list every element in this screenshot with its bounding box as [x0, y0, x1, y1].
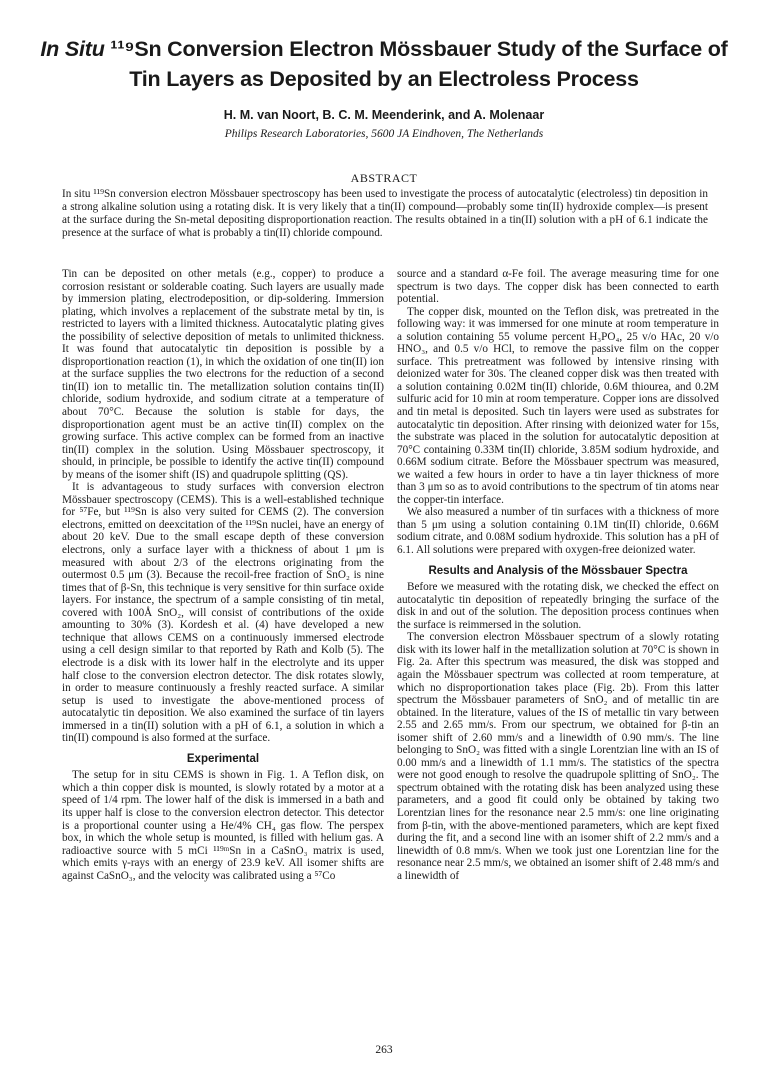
abstract-heading: ABSTRACT — [350, 171, 418, 185]
abstract-text: In situ ¹¹⁹Sn conversion electron Mössbauer spectroscopy has been used to investigate the process of autocatalytic (electroless) tin deposition in a strong alkaline solution using a rotating disk. It is very likely that a tin(II) compound—probably some tin(II) hydroxide complex—is present at the surface during the Sn-metal depositing disproportionation reaction. The results obtained in a tin(II) solution with a pH of 6.1 indicate the presence at the surface of what is probably a tin(II) chloride compound. — [62, 188, 708, 239]
body-paragraph: We also measured a number of tin surfaces with a thickness of more than 5 μm using a solution containing 0.1M tin(II) chloride, 0.66M sodium citrate, and 0.08M sodium hydroxide. This solution has a pH of 6.1. All solutions were prepared with oxygen-free deionized water. — [397, 506, 719, 557]
section-heading-experimental: Experimental — [186, 752, 260, 765]
page-number: 263 — [375, 1044, 393, 1056]
body-paragraph: The conversion electron Mössbauer spectrum of a slowly rotating disk with its lower half in the metallization solution at 70°C is shown in Fig. 2a. After this spectrum was measured, the disk was stopped and again the Mössbauer spectrum was collected at room temperature, at which no disproportionation takes place (Fig. 2b). From this latter spectrum the Mössbauer parameters of SnO₂ and of metallic tin are obtained. In the literature, values of the IS of metallic tin vary between 2.55 and 2.65 mm/s. From our spectrum, we obtained for β-tin an isomer shift of 2.60 mm/s and a linewidth of 0.90 mm/s. The line belonging to SnO₂ was fitted with a single Lorentzian line with an IS of 0.00 mm/s and a linewidth of 1.1 mm/s. The statistics of the spectra were not good enough to resolve the quadrupole splitting of SnO₂. The spectrum obtained with the rotating disk has been analyzed using these parameters, and a good fit could only be obtained by taking two Lorentzian lines for the resonance near 2.5 mm/s: one line originating from β-tin, with the above-mentioned parameters, which are kept fixed during the fit, and a second line with an isomer shift of 2.2 mm/s and a linewidth of 0.8 mm/s. When we took just one Lorentzian line for the resonance near 2.5 mm/s, we obtained an isomer shift of 2.48 mm/s and a linewidth of — [397, 631, 719, 882]
body-paragraph: Before we measured with the rotating disk, we checked the effect on autocatalytic tin deposition of repeatedly bringing the surface of the disk in and out of the solution. The deposition process continues when the surface is reimmersed in the solution. — [397, 581, 719, 631]
body-paragraph: source and a standard α-Fe foil. The average measuring time for one spectrum is two days. The copper disk has been connected to earth potential. — [397, 268, 719, 306]
body-paragraph: It is advantageous to study surfaces with conversion electron Mössbauer spectroscopy (CEMS). This is a well-established technique for ⁵⁷Fe, but ¹¹⁹Sn is also very suited for CEMS (2). The conversion electrons, emitted on deexcitation of the ¹¹⁹Sn nuclei, have an energy of about 20 keV. Due to the small escape depth of these conversion electrons, only a surface layer with a thickness of about 1 μm is measured with about 2/3 of the electrons originating from the outermost 0.5 μm (3). Because the recoil-free fraction of SnO₂ is nine times that of β-Sn, this technique is very sensitive for thin surface oxide layers. For instance, the spectrum of a sample consisting of tin metal, covered with 100Å SnO₂, will consist of contributions of the oxide amounting to 30% (3). Kordesh et al. (4) have developed a new technique that allows CEMS on a continuously immersed electrode using a cell design similar to that reported by Rath and Kolb (5). The electrode is a disk with its lower half in the electrolyte and its upper half close to the conversion electron detector. The disk rotates slowly, in order to measure continuously a freshly reacted surface. A similar setup is used to investigate the above-mentioned process of autocatalytic tin deposition. We also examined the surface of tin layers immersed in a tin(II) solution with a pH of 6.1, a solution in which a tin(II) compound is also formed at the surface. — [62, 481, 384, 745]
author-list: H. M. van Noort, B. C. M. Meenderink, and A. Molenaar — [223, 108, 545, 122]
article-title-italic: In Situ — [40, 37, 105, 61]
article-title — [30, 34, 738, 94]
section-heading-results: Results and Analysis of the Mössbauer Spectra — [428, 564, 688, 577]
body-paragraph: The setup for in situ CEMS is shown in Fig. 1. A Teflon disk, on which a thin copper disk is mounted, is slowly rotated by a motor at a speed of 1/4 rpm. The lower half of the disk is immersed in a bath and its upper half is close to the conversion electron detector. This detector is a proportional counter using a He/4% CH₄ gas flow. The perspex box, in which the whole setup is mounted, is filled with helium gas. A radioactive source with 5 mCi ¹¹⁹ᵐSn in a CaSnO₃ matrix is used, which emits γ-rays with an energy of 23.9 keV. All isomer shifts are against CaSnO₃, and the velocity was calibrated using a ⁵⁷Co — [62, 769, 384, 882]
body-paragraph: The copper disk, mounted on the Teflon disk, was pretreated in the following way: it was immersed for one minute at room temperature in a solution containing 55 volume percent H₃PO₄, 25 v/o HAc, 20 v/o HNO₃, and 0.5 v/o HCl, to remove the passive film on the copper surface. This pretreatment was followed by intensive rinsing with deionized water for 30s. The cleaned copper disk was then treated with a solution containing 0.02M tin(II) chloride, 0.6M thiourea, and 0.2M sulfuric acid for 10 min at room temperature. Copper ions are dissolved and tin metal is deposited. Such tin layers were used as substrates for autocatalytic tin deposition. After rinsing with deionized water for 15s, the substrate was placed in the solution for autocatalytic deposition at 70°C containing 0.33M tin(II) chloride, 3.85M sodium hydroxide, and 0.66M sodium citrate. Before the Mössbauer spectrum was measured, we waited a few hours in order to have a tin layer thickness of more than 3 μm so as to avoid contributions to the spectrum of tin atoms near the copper-tin interface. — [397, 305, 719, 506]
left-column — [62, 268, 384, 882]
body-paragraph: Tin can be deposited on other metals (e.g., copper) to produce a corrosion resistant or solderable coating. Such layers are usually made by immersion plating, electrodeposition, or dip-soldering. Immersion plating, which involves a replacement of the substrate metal by tin, is restricted to layers with a limited thickness. Autocatalytic plating gives the possibility of selective deposition of metals to unlimited thickness. It was found that autocatalytic tin deposition is possible by a disproportionation reaction (1), in which the oxidation of one tin(II) ion at the surface supplies the two electrons for the reduction of a second tin(II) ion to metallic tin. The metallization solution contains tin(II) chloride, sodium hydroxide, and sodium citrate at a temperature of about 70°C. Because the solution is stable for days, the disproportionation agent must be an active tin(II) complex on the growing surface. This active complex can be formed from an inactive tin(II) complex in the solution. Using Mössbauer spectroscopy, it should, in principle, be possible to identify the active tin(II) compound by means of the isomer shift (IS) and quadrupole splitting (QS). — [62, 268, 384, 481]
author-affiliation: Philips Research Laboratories, 5600 JA Eindhoven, The Netherlands — [224, 128, 544, 140]
right-column — [397, 268, 719, 882]
article-title-main: ¹¹⁹Sn Conversion Electron Mössbauer Study of the Surface of Tin Layers as Deposited by an Electroless Process — [104, 37, 728, 91]
